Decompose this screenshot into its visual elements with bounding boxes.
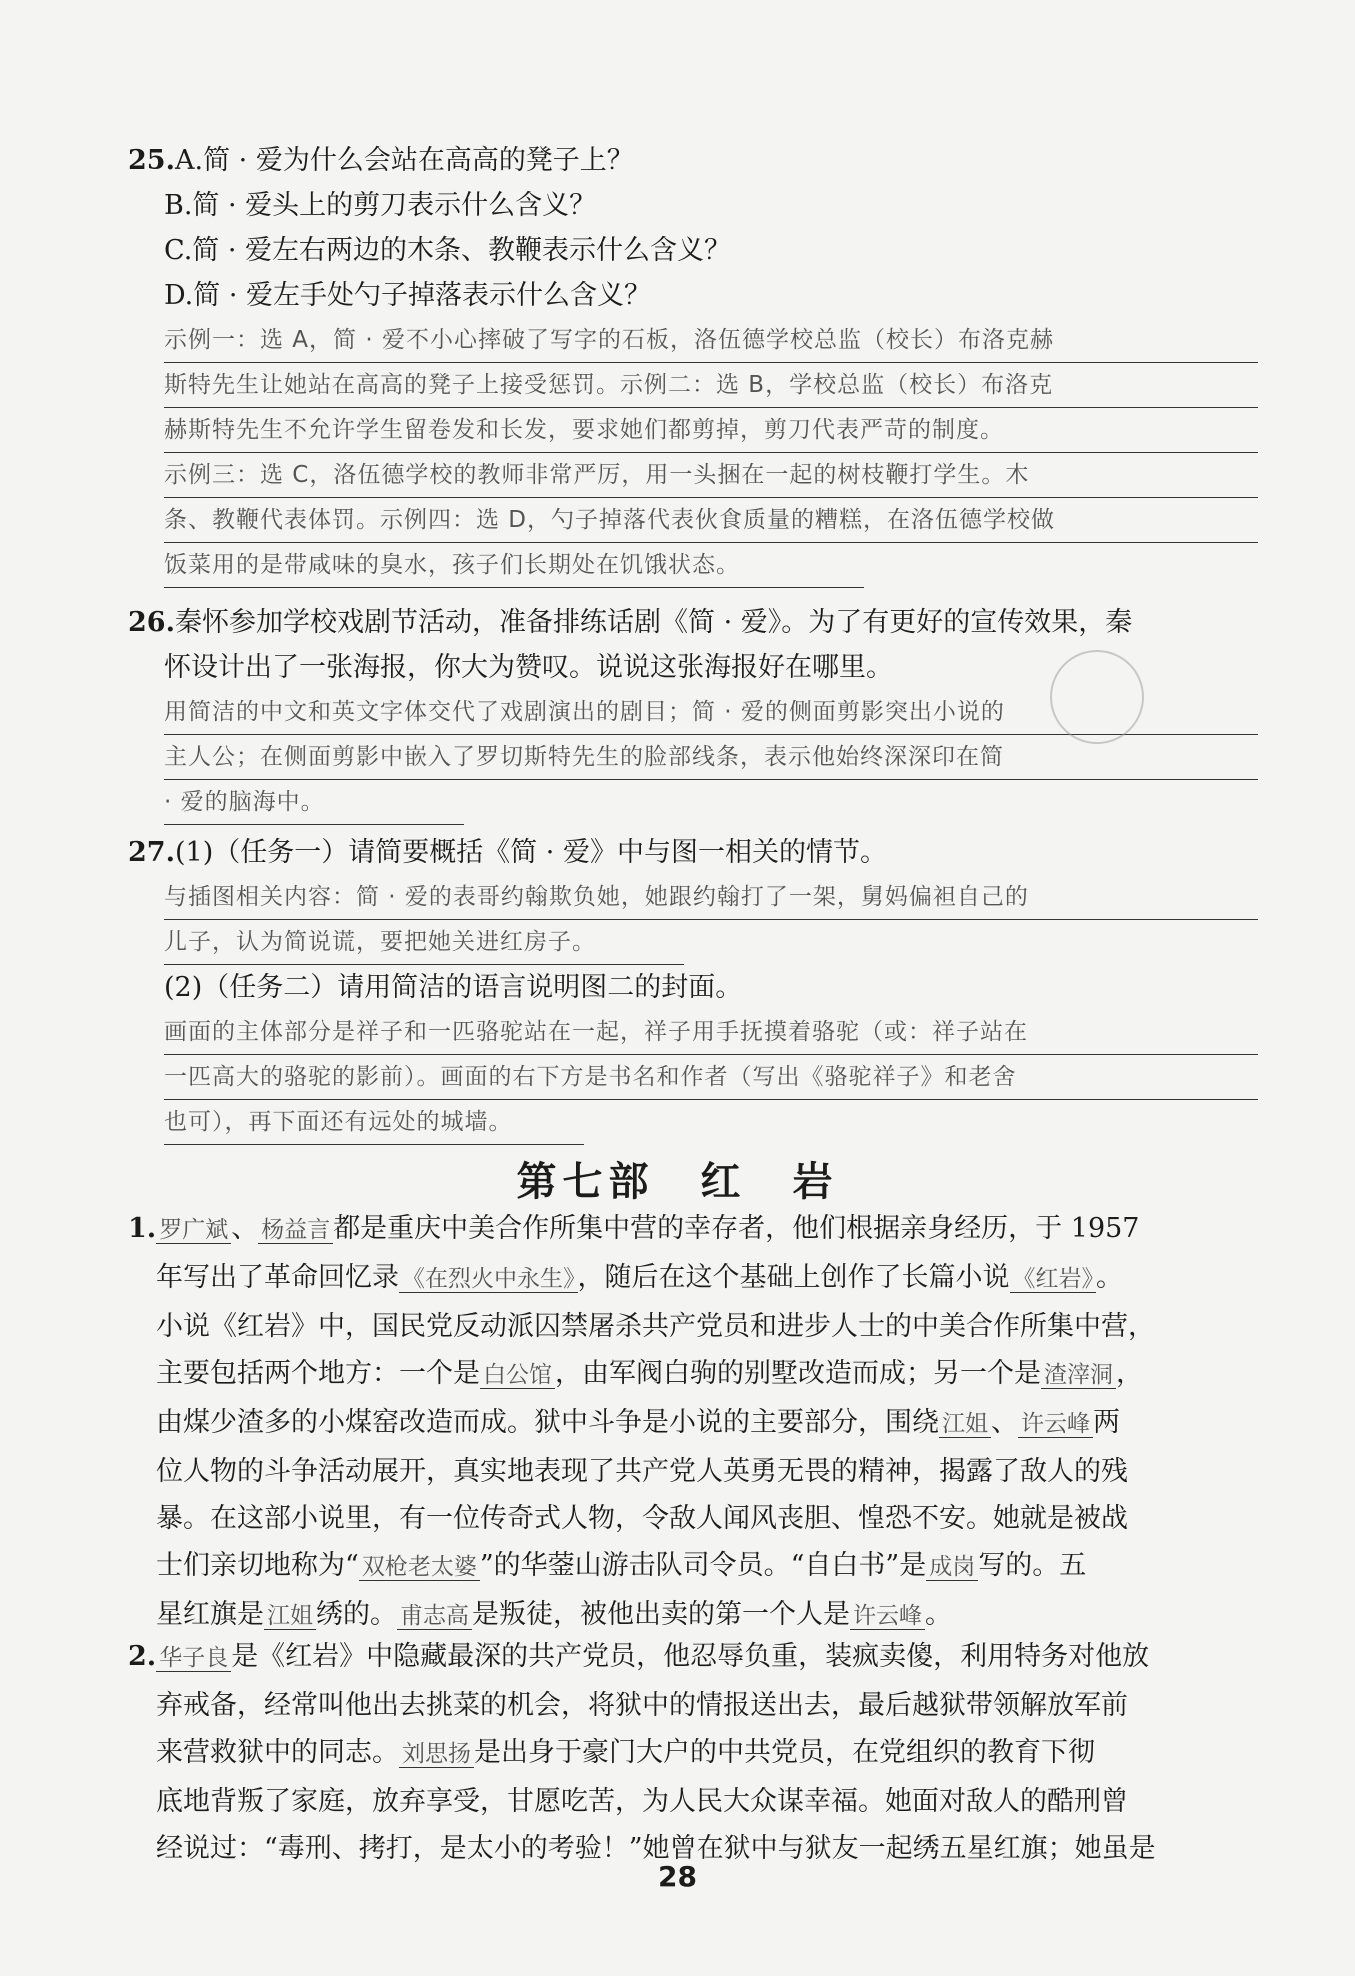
question-number: 25. [128,145,175,176]
question-number: 27. [128,837,175,868]
fill-blank: 甫志高 [397,1603,472,1630]
fill-blank: 《在烈火中永生》 [399,1266,578,1293]
answer-block [128,875,1258,965]
answer-line: 画面的主体部分是祥子和一匹骆驼站在一起，祥子用手抚摸着骆驼（或：祥子站在 [164,1010,1258,1055]
question-text: 怀设计出了一张海报，你大为赞叹。说说这张海报好在哪里。 [164,652,893,683]
item-number: 2. [128,1641,157,1672]
fill-blank: 成岗 [926,1554,978,1581]
text: 星红旗是 [156,1599,264,1630]
text: ，随后在这个基础上创作了长篇小说 [577,1262,1010,1293]
text: 年写出了革命回忆录 [156,1262,399,1293]
question-number: 26. [128,607,175,638]
question-27 [128,830,1258,1145]
text: 小说《红岩》中，国民党反动派囚禁屠杀共产党员和进步人士的中美合作所集中营， [156,1311,1155,1342]
answer-line: 主人公；在侧面剪影中嵌入了罗切斯特先生的脸部线条，表示他始终深深印在简 [164,735,1258,780]
text: 是出身于豪门大户的中共党员，在党组织的教育下彻 [474,1737,1095,1768]
text: ”的华蓥山游击队司令员。“自白书”是 [479,1550,927,1581]
answer-line: 也可），再下面还有远处的城墙。 [164,1100,584,1145]
text: 底地背叛了家庭，放弃享受，甘愿吃苦，为人民大众谋幸福。她面对敌人的酷刑曾 [156,1786,1128,1817]
answer-line: 一匹高大的骆驼的影前）。画面的右下方是书名和作者（写出《骆驼祥子》和老舍 [164,1055,1258,1100]
section-item-2 [128,1633,1258,1872]
fill-blank: 杨益言 [258,1217,333,1244]
option-d: D.简 · 爱左手处勺子掉落表示什么含义？ [164,280,652,311]
answer-line: 示例三：选 C，洛伍德学校的教师非常严厉，用一头捆在一起的树枝鞭打学生。木 [164,453,1258,498]
text: 是《红岩》中隐藏最深的共产党员，他忍辱负重，装疯卖傻，利用特务对他放 [231,1641,1150,1672]
fill-blank: 《红岩》 [1010,1266,1097,1293]
option-c: C.简 · 爱左右两边的木条、教鞭表示什么含义？ [164,235,732,266]
answer-line: 示例一：选 A，简 · 爱不小心摔破了写字的石板，洛伍德学校总监（校长）布洛克赫 [164,318,1258,363]
watermark-stamp [1050,650,1144,744]
answer-line: 用简洁的中文和英文字体交代了戏剧演出的剧目；简 · 爱的侧面剪影突出小说的 [164,690,1258,735]
task-1: (1)（任务一）请简要概括《简 · 爱》中与图一相关的情节。 [174,837,887,868]
text: 、 [231,1213,259,1244]
text: 来营救狱中的同志。 [156,1737,399,1768]
text: 位人物的斗争活动展开，真实地表现了共产党人英勇无畏的精神，揭露了敌人的残 [156,1456,1128,1487]
answer-line: · 爱的脑海中。 [164,780,464,825]
section-title: 第七部 红 岩 [516,1159,839,1205]
text: 暴。在这部小说里，有一位传奇式人物，令敌人闻风丧胆、惶恐不安。她就是被战 [156,1503,1128,1534]
fill-blank: 罗广斌 [156,1217,231,1244]
answer-line: 儿子，认为简说谎，要把她关进红房子。 [164,920,684,965]
question-text: 秦怀参加学校戏剧节活动，准备排练话剧《简 · 爱》。为了有更好的宣传效果，秦 [174,607,1133,638]
text: 经说过：“毒刑、拷打，是太小的考验！”她曾在狱中与狱友一起绣五星红旗；她虽是 [156,1833,1156,1864]
text: 写的。五 [978,1550,1087,1581]
text: 、 [991,1407,1018,1438]
text: 绣的。 [316,1599,397,1630]
text: 士们亲切地称为“ [156,1550,359,1581]
text: 。 [925,1599,952,1630]
text: 由煤少渣多的小煤窑改造而成。狱中斗争是小说的主要部分，围绕 [156,1407,939,1438]
text: ， [1116,1358,1143,1389]
question-25 [128,138,1258,588]
text: 两 [1093,1407,1120,1438]
option-b: B.简 · 爱头上的剪刀表示什么含义？ [164,190,597,221]
answer-block [128,318,1258,588]
text: 主要包括两个地方：一个是 [156,1358,480,1389]
answer-line: 赫斯特先生不允许学生留卷发和长发，要求她们都剪掉，剪刀代表严苛的制度。 [164,408,1258,453]
text: 。 [1096,1262,1123,1293]
item-number: 1. [128,1213,157,1244]
option-a: A.简 · 爱为什么会站在高高的凳子上？ [174,145,634,176]
answer-line: 与插图相关内容：简 · 爱的表哥约翰欺负她，她跟约翰打了一架，舅妈偏袒自己的 [164,875,1258,920]
text: 都是重庆中美合作所集中营的幸存者，他们根据亲身经历，于 1957 [333,1213,1140,1244]
fill-blank: 华子良 [156,1645,231,1672]
fill-blank: 许云峰 [1018,1411,1093,1438]
answer-line: 饭菜用的是带咸味的臭水，孩子们长期处在饥饿状态。 [164,543,864,588]
text: 是叛徒，被他出卖的第一个人是 [472,1599,850,1630]
section-item-1 [128,1205,1258,1640]
fill-blank: 刘思扬 [399,1741,474,1768]
answer-line: 条、教鞭代表体罚。示例四：选 D，勺子掉落代表伙食质量的糟糕，在洛伍德学校做 [164,498,1258,543]
fill-blank: 白公馆 [480,1362,555,1389]
fill-blank: 双枪老太婆 [359,1554,480,1581]
answer-block [128,1010,1258,1145]
answer-line: 斯特先生让她站在高高的凳子上接受惩罚。示例二：选 B，学校总监（校长）布洛克 [164,363,1258,408]
task-2: (2)（任务二）请用简洁的语言说明图二的封面。 [164,972,743,1003]
fill-blank: 江姐 [939,1411,991,1438]
text: ，由军阀白驹的别墅改造而成；另一个是 [555,1358,1041,1389]
fill-blank: 江姐 [264,1603,316,1630]
text: 弃戒备，经常叫他出去挑菜的机会，将狱中的情报送出去，最后越狱带领解放军前 [156,1690,1128,1721]
fill-blank: 许云峰 [850,1603,925,1630]
fill-blank: 渣滓洞 [1041,1362,1116,1389]
page-number: 28 [658,1860,697,1893]
